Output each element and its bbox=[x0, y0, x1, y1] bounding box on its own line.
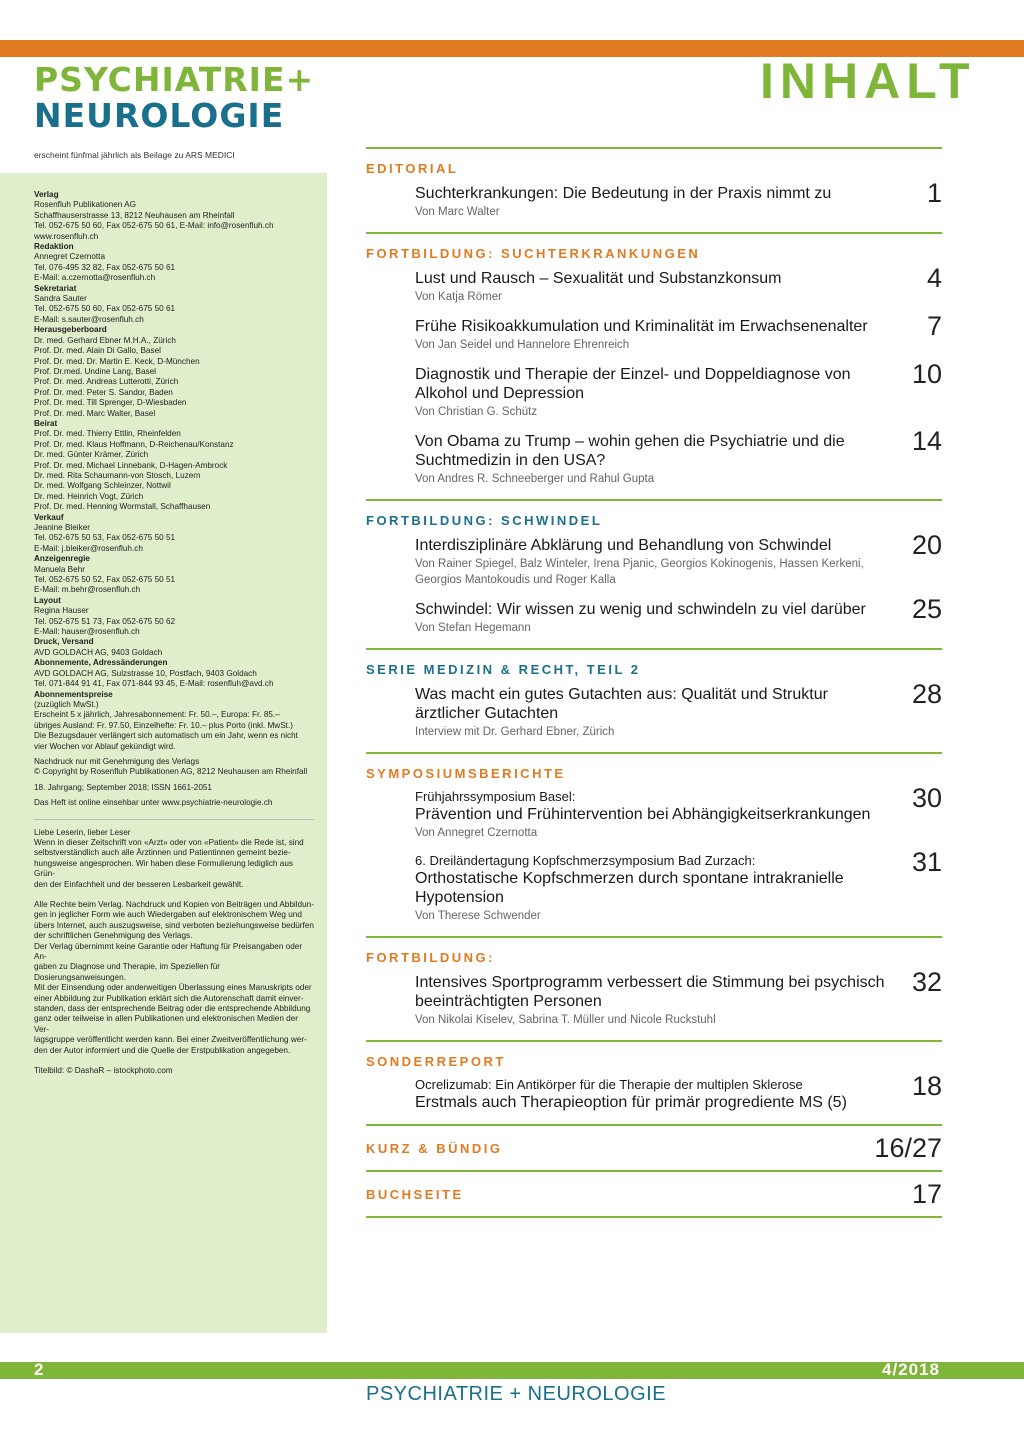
impressum-line: Regina Hauser bbox=[34, 606, 89, 616]
entry-kicker: Ocrelizumab: Ein Antikörper für die Therapie der multiplen Sklerose bbox=[415, 1077, 803, 1092]
entry-title: Intensives Sportprogramm verbessert die Stimmung bei psychisch beeinträchtigten Personen bbox=[415, 974, 885, 1010]
page-number: 2 bbox=[34, 1360, 44, 1379]
toc-entry[interactable] bbox=[366, 263, 942, 305]
toc-row[interactable] bbox=[366, 1124, 942, 1170]
entry-author: Von Katja Römer bbox=[415, 291, 502, 303]
impressum-line: Dr. med. Gerhard Ebner M.H.A., Zürich bbox=[34, 335, 176, 345]
entry-page-number: 16/27 bbox=[874, 1132, 942, 1163]
impressum-line: Die Bezugsdauer verlängert sich automatisch um ein Jahr, wenn es nicht bbox=[34, 731, 298, 741]
toc-section bbox=[366, 1040, 942, 1112]
entry-page-number: 14 bbox=[911, 426, 942, 456]
notice-line: Liebe Leserin, lieber Leser bbox=[34, 827, 131, 837]
divider bbox=[366, 1216, 942, 1218]
impressum-line: Tel. 052-675 50 52, Fax 052-675 50 51 bbox=[34, 575, 176, 585]
entry-title: Von Obama zu Trump – wohin gehen die Psychiatrie und die Suchtmedizin in den USA? bbox=[415, 433, 845, 469]
toc-section bbox=[366, 752, 942, 924]
notice-line: den der Einfachheit und der besseren Lesbarkeit gewählt. bbox=[34, 879, 244, 889]
rights-line: der schriftlichen Genehmigung des Verlags. bbox=[34, 931, 193, 941]
entry-page-number: 32 bbox=[911, 967, 942, 997]
impressum-line: Tel. 076-495 32 82, Fax 052-675 50 61 bbox=[34, 262, 176, 272]
impressum-line: Nachdruck nur mit Genehmigung des Verlags bbox=[34, 756, 200, 766]
divider bbox=[34, 819, 314, 820]
impressum-line: Prof. Dr.med. Undine Lang, Basel bbox=[34, 366, 156, 376]
issn-line: 18. Jahrgang; September 2018; ISSN 1661-2051 bbox=[34, 782, 212, 792]
toc-entry[interactable] bbox=[366, 1071, 942, 1112]
toc-entry[interactable] bbox=[366, 679, 942, 740]
rights-line: Alle Rechte beim Verlag. Nachdruck und Kopien von Beiträgen und Abbildun- bbox=[34, 900, 314, 909]
notice-line: Wenn in dieser Zeitschrift von «Arzt» oder von «Patient» die Rede ist, sind bbox=[34, 837, 304, 847]
impressum-line: Prof. Dr. med. Klaus Hoffmann, D-Reichenau/Konstanz bbox=[34, 439, 234, 449]
issue-number: 4/2018 bbox=[882, 1360, 940, 1379]
toc-entry[interactable] bbox=[366, 311, 942, 353]
impressum-line: E-Mail: a.czernotta@rosenfluh.ch bbox=[34, 273, 156, 283]
impressum-line: Tel. 052-675 51 73, Fax 052-675 50 62 bbox=[34, 616, 176, 626]
rights-line: übers Internet, auch auszugsweise, sind verboten beziehungsweise bedürfen bbox=[34, 920, 314, 930]
toc-entry[interactable] bbox=[366, 967, 942, 1028]
impressum-line: www.rosenfluh.ch bbox=[34, 231, 99, 241]
impressum-line: Prof. Dr. med. Dr. Martin E. Keck, D-München bbox=[34, 356, 200, 366]
rights-line: ganz oder teilweise in allen Publikationen und elektronischen Medien der Ver- bbox=[34, 1014, 298, 1034]
entry-author: Von Nikolai Kiselev, Sabrina T. Müller und Nicole Ruckstuhl bbox=[415, 1014, 716, 1026]
impressum-line: Schaffhauserstrasse 13, 8212 Neuhausen am Rheinfall bbox=[34, 210, 235, 220]
impressum-line: Dr. med. Rita Schaumann-von Stosch, Luzern bbox=[34, 470, 201, 480]
impressum-line: E-Mail: m.behr@rosenfluh.ch bbox=[34, 585, 141, 595]
rights-line: Mit der Einsendung oder anderweitigen Überlassung eines Manuskripts oder bbox=[34, 983, 312, 993]
entry-author: Von Christian G. Schütz bbox=[415, 406, 538, 418]
toc-entry[interactable] bbox=[366, 426, 942, 487]
impressum-line: (zuzüglich MwSt.) bbox=[34, 699, 99, 709]
impressum-line: © Copyright by Rosenfluh Publikationen AG, 8212 Neuhausen am Rheinfall bbox=[34, 767, 308, 777]
impressum-heading: Sekretariat bbox=[34, 283, 77, 293]
toc-section bbox=[366, 648, 942, 740]
impressum-line: Tel. 052-675 50 60, Fax 052-675 50 61 bbox=[34, 304, 176, 314]
impressum-line: Prof. Dr. med. Peter S. Sandor, Baden bbox=[34, 387, 173, 397]
impressum-line: Prof. Dr. med. Andreas Lutterotti, Zürich bbox=[34, 377, 179, 387]
toc-entry[interactable] bbox=[366, 783, 942, 841]
entry-title: Was macht ein gutes Gutachten aus: Qualität und Struktur ärztlicher Gutachten bbox=[415, 686, 828, 722]
impressum bbox=[34, 190, 314, 1077]
rights-line: gen in jeglicher Form wie auch Wiedergaben auf elektronischem Weg und bbox=[34, 910, 302, 920]
rights-line: lagsgruppe veröffentlicht werden kann. Bei einer Zweitveröffentlichung wer- bbox=[34, 1035, 307, 1045]
rights-line: Der Verlag übernimmt keine Garantie oder Haftung für Preisangaben oder An- bbox=[34, 941, 303, 962]
footer-bar bbox=[0, 1362, 1024, 1379]
impressum-line: Prof. Dr. med. Marc Walter, Basel bbox=[34, 408, 156, 418]
entry-page-number: 25 bbox=[911, 594, 942, 624]
entry-page-number: 31 bbox=[911, 847, 942, 877]
toc-section bbox=[366, 232, 942, 487]
toc-row[interactable] bbox=[366, 1170, 942, 1216]
entry-title: Lust und Rausch – Sexualität und Substanzkonsum bbox=[415, 270, 782, 287]
entry-title: Frühe Risikoakkumulation und Kriminalität im Erwachsenenalter bbox=[415, 318, 868, 335]
impressum-line: Tel. 052-675 50 53, Fax 052-675 50 51 bbox=[34, 533, 176, 543]
impressum-heading: Redaktion bbox=[34, 242, 74, 252]
toc-section bbox=[366, 499, 942, 636]
toc-section bbox=[366, 147, 942, 220]
page-title: INHALT bbox=[760, 53, 976, 109]
impressum-line: Prof. Dr. med. Thierry Ettlin, Rheinfelden bbox=[34, 429, 181, 439]
impressum-line: übriges Ausland: Fr. 97.50, Einzelhefte: Fr. 10.– plus Porto (inkl. MwSt.) bbox=[34, 720, 293, 730]
impressum-line: vier Wochen vor Ablauf gekündigt wird. bbox=[34, 741, 176, 751]
impressum-line: Dr. med. Günter Krämer, Zürich bbox=[34, 450, 149, 460]
section-title: FORTBILDUNG: SCHWINDEL bbox=[366, 513, 603, 528]
entry-page-number: 7 bbox=[926, 311, 942, 341]
impressum-line: AVD GOLDACH AG, Sulzstrasse 10, Postfach, 9403 Goldach bbox=[34, 668, 257, 678]
impressum-line: Manuela Behr bbox=[34, 564, 85, 574]
entry-author: Von Marc Walter bbox=[415, 206, 500, 218]
impressum-heading: Druck, Versand bbox=[34, 637, 94, 647]
impressum-line: Prof. Dr. med. Henning Wormstall, Schaffhausen bbox=[34, 502, 211, 512]
entry-page-number: 4 bbox=[926, 263, 942, 293]
footer-brand: PSYCHIATRIE + NEUROLOGIE bbox=[366, 1383, 667, 1405]
rights-line: gaben zu Diagnose und Therapie, im Speziellen für Dosierungsanweisungen. bbox=[34, 962, 221, 982]
entry-page-number: 17 bbox=[911, 1178, 942, 1209]
entry-kicker: Frühjahrssymposium Basel: bbox=[415, 789, 576, 804]
entry-page-number: 1 bbox=[926, 178, 942, 208]
table-of-contents bbox=[366, 147, 942, 1218]
impressum-line: Jeanine Bleiker bbox=[34, 523, 90, 532]
publication-note: erscheint fünfmal jährlich als Beilage zu ARS MEDICI bbox=[34, 150, 235, 160]
impressum-heading: Verlag bbox=[34, 190, 59, 199]
impressum-line: Tel. 071-844 91 41, Fax 071-844 93 45, E-Mail: rosenfluh@avd.ch bbox=[34, 679, 274, 689]
logo bbox=[34, 62, 314, 134]
section-title: SYMPOSIUMSBERICHTE bbox=[366, 766, 566, 781]
entry-author: Von Rainer Spiegel, Balz Winteler, Irena Pjanic, Georgios Kokinogenis, Hassen Kerkeni, Georgios Mantokoudis und Roger Kalla bbox=[415, 558, 864, 586]
impressum-line: E-Mail: j.bleiker@rosenfluh.ch bbox=[34, 543, 143, 553]
impressum-heading: Anzeigenregie bbox=[34, 554, 90, 564]
impressum-line: E-Mail: hauser@rosenfluh.ch bbox=[34, 627, 140, 637]
entry-page-number: 28 bbox=[911, 679, 942, 709]
toc-entry[interactable] bbox=[366, 594, 942, 636]
impressum-line: Dr. med. Wolfgang Schleinzer, Nottwil bbox=[34, 481, 171, 491]
entry-title: Suchterkrankungen: Die Bedeutung in der Praxis nimmt zu bbox=[415, 185, 832, 202]
section-title: SONDERREPORT bbox=[366, 1054, 506, 1069]
impressum-heading: Herausgeberboard bbox=[34, 325, 107, 335]
notice-line: selbstverständlich auch alle Ärztinnen und Patientinnen gemeint bezie- bbox=[34, 848, 291, 858]
rights-line: standen, dass der entsprechende Beitrag oder die entsprechende Abbildung bbox=[34, 1004, 311, 1014]
entry-page-number: 18 bbox=[911, 1071, 942, 1101]
impressum-line: Tel. 052-675 50 60, Fax 052-675 50 61, E-Mail: info@rosenfluh.ch bbox=[34, 221, 274, 231]
entry-author: Von Stefan Hegemann bbox=[415, 622, 531, 634]
toc-section bbox=[366, 936, 942, 1028]
logo-line2: NEUROLOGIE bbox=[34, 96, 285, 135]
entry-title: Diagnostik und Therapie der Einzel- und Doppeldiagnose von Alkohol und Depression bbox=[415, 366, 851, 402]
section-title: SERIE MEDIZIN & RECHT, TEIL 2 bbox=[366, 662, 641, 677]
entry-title: Prävention und Frühintervention bei Abhängigkeitserkrankungen bbox=[415, 806, 871, 823]
impressum-heading: Layout bbox=[34, 595, 61, 605]
toc-entry[interactable] bbox=[366, 530, 942, 588]
cover-credit: Titelbild: © DashaR – istockphoto.com bbox=[34, 1066, 173, 1076]
entry-title: Orthostatische Kopfschmerzen durch spontane intrakranielle Hypotension bbox=[415, 870, 844, 906]
entry-page-number: 20 bbox=[911, 530, 942, 560]
impressum-line: Erscheint 5 x jährlich, Jahresabonnement: Fr. 50.–, Europa: Fr. 85.– bbox=[34, 710, 280, 720]
notice-line: hungsweise angesprochen. Wir haben diese Formulierung lediglich aus Grün- bbox=[34, 858, 293, 879]
section-title: EDITORIAL bbox=[366, 161, 459, 176]
toc-entry[interactable] bbox=[366, 359, 942, 420]
impressum-heading: Abonnementspreise bbox=[34, 689, 113, 699]
impressum-line: Rosenfluh Publikationen AG bbox=[34, 200, 136, 210]
entry-author: Von Annegret Czernotta bbox=[415, 827, 538, 839]
section-title: KURZ & BÜNDIG bbox=[366, 1140, 503, 1156]
section-title: FORTBILDUNG: bbox=[366, 950, 495, 965]
section-title: BUCHSEITE bbox=[366, 1186, 464, 1202]
impressum-line: Dr. med. Heinrich Vogt, Zürich bbox=[34, 491, 144, 501]
impressum-line: Annegret Czernotta bbox=[34, 252, 106, 262]
impressum-line: E-Mail: s.sauter@rosenfluh.ch bbox=[34, 314, 144, 324]
section-title: FORTBILDUNG: SUCHTERKRANKUNGEN bbox=[366, 246, 701, 261]
logo-line1: PSYCHIATRIE+ bbox=[34, 60, 315, 99]
impressum-line: Sandra Sauter bbox=[34, 294, 87, 304]
toc-entry[interactable] bbox=[366, 178, 942, 220]
impressum-line: Prof. Dr. med. Till Sprenger, D-Wiesbaden bbox=[34, 398, 187, 408]
entry-author: Von Jan Seidel und Hannelore Ehrenreich bbox=[415, 339, 630, 351]
impressum-line: Prof. Dr. med. Michael Linnebank, D-Hagen-Ambrock bbox=[34, 460, 228, 470]
impressum-heading: Beirat bbox=[34, 418, 58, 428]
rights-line: den der Autor informiert und die Quelle der Erstpublikation angegeben. bbox=[34, 1045, 291, 1055]
entry-kicker: 6. Dreiländertagung Kopfschmerzsymposium Bad Zurzach: bbox=[415, 853, 756, 868]
impressum-heading: Verkauf bbox=[34, 512, 64, 522]
entry-author: Von Therese Schwender bbox=[415, 910, 541, 922]
entry-author: Von Andres R. Schneeberger und Rahul Gupta bbox=[415, 473, 655, 485]
impressum-line: AVD GOLDACH AG, 9403 Goldach bbox=[34, 647, 163, 657]
entry-title: Schwindel: Wir wissen zu wenig und schwindeln zu viel darüber bbox=[415, 601, 866, 618]
entry-title: Interdisziplinäre Abklärung und Behandlung von Schwindel bbox=[415, 537, 832, 554]
online-line: Das Heft ist online einsehbar unter www.psychiatrie-neurologie.ch bbox=[34, 798, 273, 808]
entry-title: Erstmals auch Therapieoption für primär progrediente MS (5) bbox=[415, 1094, 847, 1111]
impressum-line: Prof. Dr. med. Alain Di Gallo, Basel bbox=[34, 346, 161, 356]
toc-entry[interactable] bbox=[366, 847, 942, 924]
entry-author: Interview mit Dr. Gerhard Ebner, Zürich bbox=[415, 726, 615, 738]
entry-page-number: 30 bbox=[911, 783, 942, 813]
entry-page-number: 10 bbox=[911, 359, 942, 389]
impressum-heading: Abonnemente, Adressänderungen bbox=[34, 658, 168, 668]
rights-line: einer Abbildung zur Publikation erklärt sich die Autorenschaft damit einver- bbox=[34, 993, 304, 1003]
